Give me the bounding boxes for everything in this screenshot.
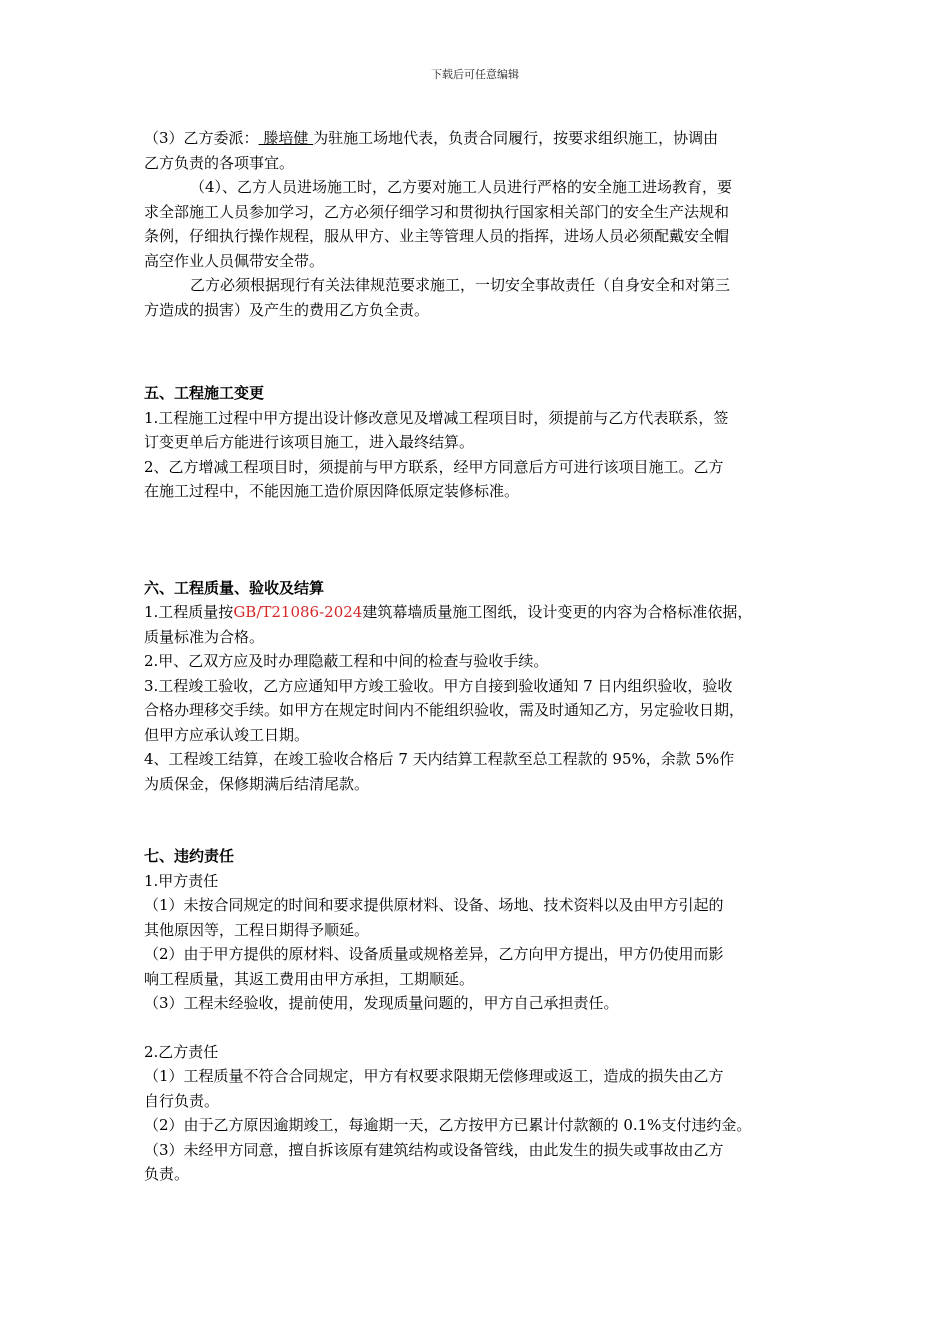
paragraph-line: 自行负责。 xyxy=(144,1091,220,1110)
paragraph-line: 1.甲方责任 xyxy=(144,871,219,890)
paragraph-line: （3）未经甲方同意，擅自拆该原有建筑结构或设备管线，由此发生的损失或事故由乙方 xyxy=(144,1140,724,1159)
paragraph-line xyxy=(144,126,814,151)
paragraph-line: 其他原因等，工程日期得予顺延。 xyxy=(144,920,370,939)
paragraph-line: 乙方必须根据现行有关法律规范要求施工，一切安全事故责任（自身安全和对第三 xyxy=(190,276,731,294)
paragraph-line: 2.乙方责任 xyxy=(144,1042,219,1061)
paragraph-line: 4、工程竣工结算，在竣工验收合格后 7 天内结算工程款至总工程款的 95%，余款 5%作 xyxy=(144,750,735,768)
paragraph-line xyxy=(144,600,814,625)
paragraph-line: （4）、乙方人员进场施工时，乙方要对施工人员进行严格的安全施工进场教育，要 xyxy=(190,178,733,196)
paragraph-line: 1.工程施工过程中甲方提出设计修改意见及增减工程项目时，须提前与乙方代表联系，签 xyxy=(144,408,729,427)
paragraph-line: 求全部施工人员参加学习，乙方必须仔细学习和贯彻执行国家相关部门的安全生产法规和 xyxy=(144,202,730,221)
paragraph-line: （1）工程质量不符合合同规定，甲方有权要求限期无偿修理或返工，造成的损失由乙方 xyxy=(144,1067,724,1085)
paragraph-line: 合格办理移交手续。如甲方在规定时间内不能组织验收，需及时通知乙方，另定验收日期， xyxy=(144,701,745,719)
paragraph-line: 条例，仔细执行操作规程，服从甲方、业主等管理人员的指挥，进场人员必须配戴安全帽 xyxy=(144,227,730,245)
paragraph-line: 订变更单后方能进行该项目施工，进入最终结算。 xyxy=(144,433,475,451)
paragraph-line: 2、乙方增减工程项目时，须提前与甲方联系，经甲方同意后方可进行该项目施工。乙方 xyxy=(144,457,724,476)
paragraph-line: （3）工程未经验收，提前使用，发现质量问题的，甲方自己承担责任。 xyxy=(144,994,619,1012)
paragraph-line: 质量标准为合格。 xyxy=(144,627,265,646)
paragraph-line: （2）由于甲方提供的原材料、设备质量或规格差异，乙方向甲方提出，甲方仍使用而影 xyxy=(144,945,724,963)
paragraph-line: 高空作业人员佩带安全带。 xyxy=(144,251,325,270)
section-title: 五、工程施工变更 xyxy=(144,384,265,402)
paragraph-line: 3.工程竣工验收，乙方应通知甲方竣工验收。甲方自接到验收通知 7 日内组织验收，验收 xyxy=(144,676,733,695)
paragraph-line: 负责。 xyxy=(144,1165,190,1183)
text-span: 1.工程质量按 xyxy=(144,603,234,621)
paragraph-line: 在施工过程中，不能因施工造价原因降低原定装修标准。 xyxy=(144,482,520,500)
text-span: 建筑幕墙质量施工图纸，设计变更的内容为合格标准依据， xyxy=(362,603,753,621)
page-header: 下载后可任意编辑 xyxy=(431,68,519,81)
paragraph-line: 方造成的损害）及产生的费用乙方负全责。 xyxy=(144,300,430,319)
standard-code: GB/T21086-2024 xyxy=(233,603,363,621)
text-span: （3）乙方委派： xyxy=(144,129,259,147)
paragraph-line: 为质保金，保修期满后结清尾款。 xyxy=(144,774,370,793)
document-body xyxy=(144,126,814,1187)
text-span: 为驻施工场地代表，负责合同履行，按要求组织施工，协调由 xyxy=(313,129,719,147)
representative-name: 滕培健 xyxy=(258,129,314,147)
section-title: 七、违约责任 xyxy=(144,847,235,865)
section-title: 六、工程质量、验收及结算 xyxy=(144,578,325,597)
paragraph-line: 响工程质量，其返工费用由甲方承担，工期顺延。 xyxy=(144,969,475,988)
paragraph-line: 乙方负责的各项事宜。 xyxy=(144,153,295,172)
paragraph-line: （2）由于乙方原因逾期竣工，每逾期一天，乙方按甲方已累计付款额的 0.1%支付违约金。 xyxy=(144,1116,752,1134)
paragraph-line: （1）未按合同规定的时间和要求提供原材料、设备、场地、技术资料以及由甲方引起的 xyxy=(144,896,724,914)
paragraph-line: 2.甲、乙双方应及时办理隐蔽工程和中间的检查与验收手续。 xyxy=(144,652,549,670)
paragraph-line: 但甲方应承认竣工日期。 xyxy=(144,725,310,744)
